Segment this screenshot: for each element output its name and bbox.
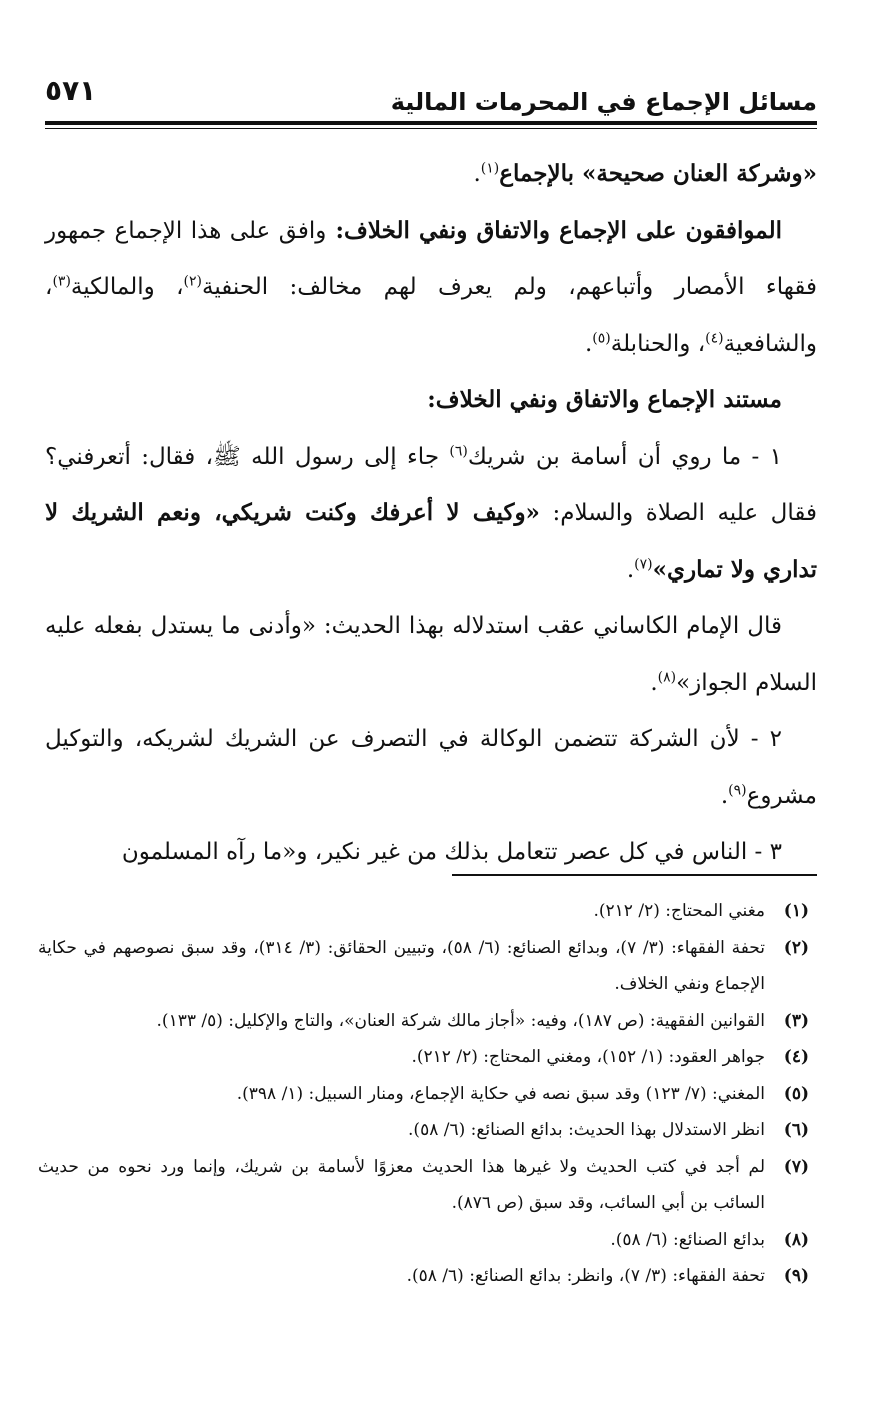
footnote-text: انظر الاستدلال بهذا الحديث: بدائع الصنائع: (٦/ ٥٨). (408, 1120, 765, 1140)
text-run: ١ - ما روي أن أسامة بن شريك (467, 443, 782, 470)
punctuation: : (326, 216, 345, 244)
punctuation: . (626, 556, 635, 583)
footnote-ref-2: (٢) (183, 273, 203, 290)
page-header (45, 70, 817, 122)
footnote-text: بدائع الصنائع: (٦/ ٥٨). (610, 1229, 765, 1250)
footnote-ref-7: (٧) (634, 555, 653, 572)
footnote-number: (٤) (783, 1047, 809, 1067)
quote-text: «وشركة العنان صحيحة» بالإجماع (499, 160, 817, 187)
footnote-ref-1: (١) (480, 160, 500, 177)
footnote-3 (38, 1003, 809, 1040)
text-run: ٢ - لأن الشركة تتضمن الوكالة في التصرف عن الشريك لشريكه، والتوكيل مشروع (45, 726, 817, 809)
footnote-ref-4: (٤) (705, 329, 724, 346)
footnote-separator (452, 874, 817, 876)
footnote-text: مغني المحتاج: (٢/ ٢١٢). (593, 901, 765, 921)
footnote-number: (٩) (783, 1266, 809, 1286)
hadith-quote: «وكيف لا أعرفك وكنت شريكي، ونعم الشريك لا تداري ولا تماري» (45, 499, 817, 583)
footnote-text: تحفة الفقهاء: (٣/ ٧)، وانظر: بدائع الصنائع: (٦/ ٥٨). (406, 1266, 765, 1286)
footnote-text: لم أجد في كتب الحديث ولا غيرها هذا الحديث معزوًا لأسامة بن شريك، وإنما ورد نحوه من حديث السائب بن أبي السائب، وقد سبق (ص ٨٧٦). (38, 1156, 765, 1213)
text-run: ، والشافعية (45, 274, 817, 357)
footnote-ref-8: (٨) (657, 668, 677, 685)
footnote-number: (١) (783, 901, 809, 921)
footnote-number: (٢) (783, 937, 809, 958)
footnote-ref-3: (٣) (52, 273, 71, 290)
header-rule-thin (45, 128, 817, 129)
punctuation: . (584, 330, 593, 357)
paragraph-5 (45, 598, 817, 711)
paragraph-1 (45, 146, 817, 203)
footnote-number: (٣) (783, 1010, 809, 1031)
footnotes (38, 893, 809, 1295)
section-heading-agreeing: الموافقون على الإجماع والاتفاق ونفي الخلاف (344, 216, 782, 244)
footnote-5 (38, 1076, 809, 1113)
paragraph-6 (45, 711, 817, 824)
footnote-7 (38, 1149, 809, 1222)
footnote-number: (٥) (783, 1083, 809, 1104)
footnote-9 (38, 1258, 809, 1295)
text-run: جاء إلى رسول الله ﷺ، فقال: أتعرفني؟ فقال عليه الصلاة والسلام: (45, 443, 817, 526)
footnote-4 (38, 1039, 809, 1076)
paragraph-4 (45, 429, 817, 599)
page-number: ٥٧١ (45, 74, 97, 107)
text-run: قال الإمام الكاساني عقب استدلاله بهذا الحديث: «وأدنى ما يستدل بفعله عليه السلام الجواز» (45, 613, 817, 696)
punctuation: . (720, 782, 729, 809)
footnote-text: جواهر العقود: (١/ ١٥٢)، ومغني المحتاج: (٢/ ٢١٢). (411, 1047, 765, 1067)
footnote-number: (٧) (783, 1156, 809, 1177)
main-text (45, 146, 817, 881)
footnote-text: المغني: (٧/ ١٢٣) وقد سبق نصه في حكاية الإجماع، ومنار السبيل: (١/ ٣٩٨). (236, 1083, 765, 1104)
header-rule-thick (45, 121, 817, 125)
punctuation: . (473, 161, 481, 187)
footnote-ref-5: (٥) (592, 329, 611, 346)
footnote-text: تحفة الفقهاء: (٣/ ٧)، وبدائع الصنائع: (٦/ ٥٨)، وتبيين الحقائق: (٣/ ٣١٤)، وقد سبق نصوصهم في حكاية الإجماع ونفي الخلاف. (38, 937, 766, 994)
text-run: ، والمالكية (70, 274, 184, 300)
footnote-number: (٨) (783, 1229, 809, 1250)
text-run: ، والحنابلة (610, 330, 706, 357)
footnote-ref-9: (٩) (728, 781, 747, 798)
footnote-6 (38, 1112, 809, 1149)
footnote-1 (38, 893, 809, 930)
punctuation: . (650, 669, 658, 696)
footnote-text: القوانين الفقهية: (ص ١٨٧)، وفيه: «أجاز مالك شركة العنان»، والتاج والإكليل: (٥/ ١٣٣). (156, 1010, 765, 1031)
paragraph-2 (45, 203, 817, 373)
footnote-8 (38, 1222, 809, 1259)
footnote-number: (٦) (783, 1120, 809, 1140)
text-run: وافق على هذا الإجماع جمهور فقهاء الأمصار وأتباعهم، ولم يعرف لهم مخالف: الحنفية (45, 217, 817, 300)
paragraph-7: ٣ - الناس في كل عصر تتعامل بذلك من غير نكير، و«ما رآه المسلمون (121, 839, 782, 865)
footnote-ref-6: (٦) (449, 442, 468, 459)
section-heading-basis: مستند الإجماع والاتفاق ونفي الخلاف: (427, 386, 782, 413)
footnote-2 (38, 930, 809, 1003)
running-title: مسائل الإجماع في المحرمات المالية (390, 88, 817, 116)
